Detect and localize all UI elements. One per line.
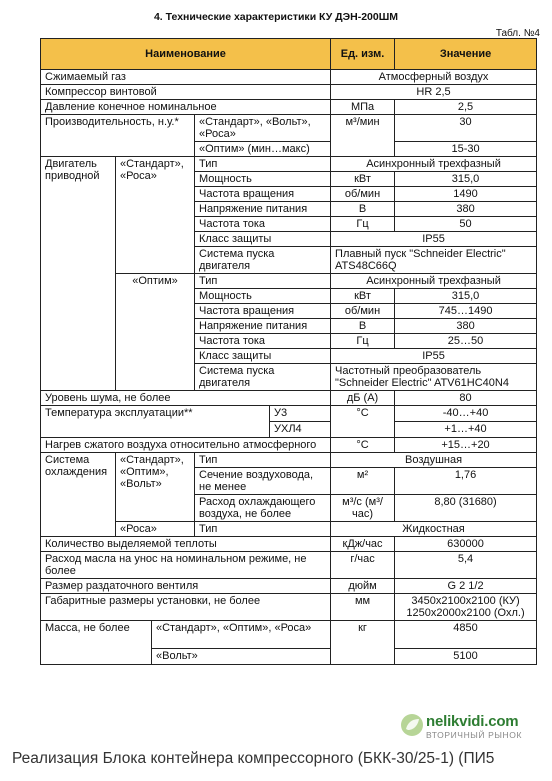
row-sublabel: «Стандарт», «Вольт», «Роса»: [195, 115, 331, 142]
table-row: [41, 579, 537, 594]
row-value: +1…+40: [395, 422, 537, 438]
row-sublabel: Класс защиты: [195, 232, 331, 247]
row-sublabel: Частота тока: [195, 217, 331, 232]
row-value: 2,5: [395, 100, 537, 115]
table-row: [41, 453, 537, 468]
table-row: [41, 100, 537, 115]
table-row: [41, 391, 537, 406]
row-group: «Вольт»: [156, 650, 198, 662]
row-value: 1490: [395, 187, 537, 202]
row-sublabel: Сечение воздуховода, не менее: [195, 468, 331, 495]
site-tagline: ВТОРИЧНЫЙ РЫНОК: [426, 730, 522, 740]
row-unit: м²: [331, 468, 395, 495]
row-value: 315,0: [395, 172, 537, 187]
row-label: Система охлаждения: [41, 453, 116, 537]
table-row: [41, 552, 537, 579]
leaf-icon: [400, 713, 424, 737]
row-value: 630000: [395, 537, 537, 552]
row-label: Нагрев сжатого воздуха относительно атмосферного: [41, 438, 331, 453]
row-sublabel: Мощность: [195, 289, 331, 304]
row-value: 50: [395, 217, 537, 232]
row-sublabel: Тип: [195, 522, 331, 537]
row-sublabel: Тип: [195, 274, 331, 289]
row-label: Температура эксплуатации**: [41, 406, 270, 437]
row-label: Производительность, н.у.*: [41, 115, 195, 157]
table-row: [41, 274, 537, 289]
row-group: «Стандарт», «Оптим», «Роса»: [152, 621, 330, 649]
table-row: [41, 157, 537, 172]
row-value: Жидкостная: [331, 522, 537, 537]
row-label: Габаритные размеры установки, не более: [41, 594, 331, 621]
row-label: Размер раздаточного вентиля: [41, 579, 331, 594]
row-sublabel: Частота вращения: [195, 187, 331, 202]
spec-table: [40, 38, 537, 665]
table-row: [41, 594, 537, 621]
row-label: Двигатель приводной: [41, 157, 116, 391]
row-value: 80: [395, 391, 537, 406]
table-header-row: [41, 39, 537, 70]
table-number: Табл. №4: [495, 28, 540, 39]
row-unit: м³/мин: [331, 115, 395, 157]
table-row: [41, 621, 537, 649]
row-label: Количество выделяемой теплоты: [41, 537, 331, 552]
document-title: 4. Технические характеристики КУ ДЭН-200ШМ: [153, 11, 399, 23]
row-unit: МПа: [331, 100, 395, 115]
row-sublabel: «Оптим» (мин…макс): [195, 142, 331, 157]
table-row: [41, 438, 537, 453]
row-unit: кг: [331, 621, 395, 665]
row-value: 5,4: [395, 552, 537, 579]
table-row: [41, 406, 537, 422]
row-unit: кВт: [331, 289, 395, 304]
caption-text: Реализация Блока контейнера компрессорного (БКК-30/25-1) (ПИ5: [12, 750, 495, 767]
row-value: 25…50: [395, 334, 537, 349]
row-value: Асинхронный трехфазный: [331, 157, 537, 172]
dims-value-1: 3450х2100х2100 (КУ): [411, 595, 520, 607]
row-value: IP55: [331, 232, 537, 247]
row-label-temp: [41, 406, 331, 438]
row-label: Масса, не более: [41, 621, 152, 664]
row-group: «Стандарт», «Роса»: [116, 157, 195, 274]
row-unit: г/час: [331, 552, 395, 579]
row-value: Асинхронный трехфазный: [331, 274, 537, 289]
row-unit: об/мин: [331, 187, 395, 202]
row-value: +15…+20: [395, 438, 537, 453]
row-sublabel: Тип: [195, 157, 331, 172]
row-value: 15-30: [395, 142, 537, 157]
table-row: [41, 70, 537, 85]
row-group: «Оптим»: [116, 274, 195, 391]
row-value: 30: [395, 115, 537, 142]
row-value: 380: [395, 202, 537, 217]
site-name: nelikvidi.com: [426, 713, 519, 730]
row-value: Атмосферный воздух: [331, 70, 537, 85]
row-value: 5100: [395, 649, 537, 665]
row-group: «Стандарт», «Оптим», «Вольт»: [116, 453, 195, 522]
row-label: Компрессор винтовой: [41, 85, 331, 100]
row-sublabel: Напряжение питания: [195, 202, 331, 217]
header-value: Значение: [395, 39, 537, 70]
row-value: 8,80 (31680): [395, 495, 537, 522]
row-sublabel: Система пуска двигателя: [195, 364, 331, 391]
row-value: Плавный пуск "Schneider Electric" ATS48C66Q: [331, 247, 537, 274]
row-sublabel: Система пуска двигателя: [195, 247, 331, 274]
row-value: 380: [395, 319, 537, 334]
row-sublabel: Мощность: [195, 172, 331, 187]
row-sublabel: Расход охлаждающего воздуха, не более: [195, 495, 331, 522]
row-unit: мм: [331, 594, 395, 621]
row-label: Уровень шума, не более: [41, 391, 331, 406]
row-sublabel: Частота тока: [195, 334, 331, 349]
row-unit: кВт: [331, 172, 395, 187]
row-label-mass: [41, 621, 331, 665]
row-value: 4850: [395, 621, 537, 649]
row-value: 315,0: [395, 289, 537, 304]
row-unit: °С: [331, 406, 395, 438]
row-sublabel: Класс защиты: [195, 349, 331, 364]
row-sublabel: Напряжение питания: [195, 319, 331, 334]
row-unit: Гц: [331, 217, 395, 232]
table-row: [41, 85, 537, 100]
row-sublabel: Частота вращения: [195, 304, 331, 319]
row-unit: °С: [331, 438, 395, 453]
row-unit: дюйм: [331, 579, 395, 594]
row-group: «Роса»: [116, 522, 195, 537]
row-label: Сжимаемый газ: [41, 70, 331, 85]
header-unit: Ед. изм.: [331, 39, 395, 70]
row-value: [395, 594, 537, 621]
dims-value-2: 1250х2000х2100 (Охл.): [406, 607, 525, 619]
table-row: [41, 522, 537, 537]
row-unit: об/мин: [331, 304, 395, 319]
row-value: G 2 1/2: [395, 579, 537, 594]
row-unit: кДж/час: [331, 537, 395, 552]
row-value: Воздушная: [331, 453, 537, 468]
row-unit: м³/с (м³/час): [331, 495, 395, 522]
row-unit: В: [331, 319, 395, 334]
row-unit: Гц: [331, 334, 395, 349]
row-label: Расход масла на унос на номинальном режиме, не более: [41, 552, 331, 579]
row-sublabel: У3: [270, 406, 330, 422]
row-unit: В: [331, 202, 395, 217]
row-value: 745…1490: [395, 304, 537, 319]
row-value: IP55: [331, 349, 537, 364]
site-logo: [400, 711, 550, 743]
row-sublabel: УХЛ4: [274, 423, 302, 435]
row-value: -40…+40: [395, 406, 537, 422]
table-row: [41, 537, 537, 552]
row-value: 1,76: [395, 468, 537, 495]
row-sublabel: Тип: [195, 453, 331, 468]
row-value: HR 2,5: [331, 85, 537, 100]
header-name: Наименование: [41, 39, 331, 70]
table-row: [41, 115, 537, 142]
row-unit: дБ (А): [331, 391, 395, 406]
row-value: Частотный преобразователь "Schneider Electric" ATV61HC40N4: [331, 364, 537, 391]
row-label: Давление конечное номинальное: [41, 100, 331, 115]
